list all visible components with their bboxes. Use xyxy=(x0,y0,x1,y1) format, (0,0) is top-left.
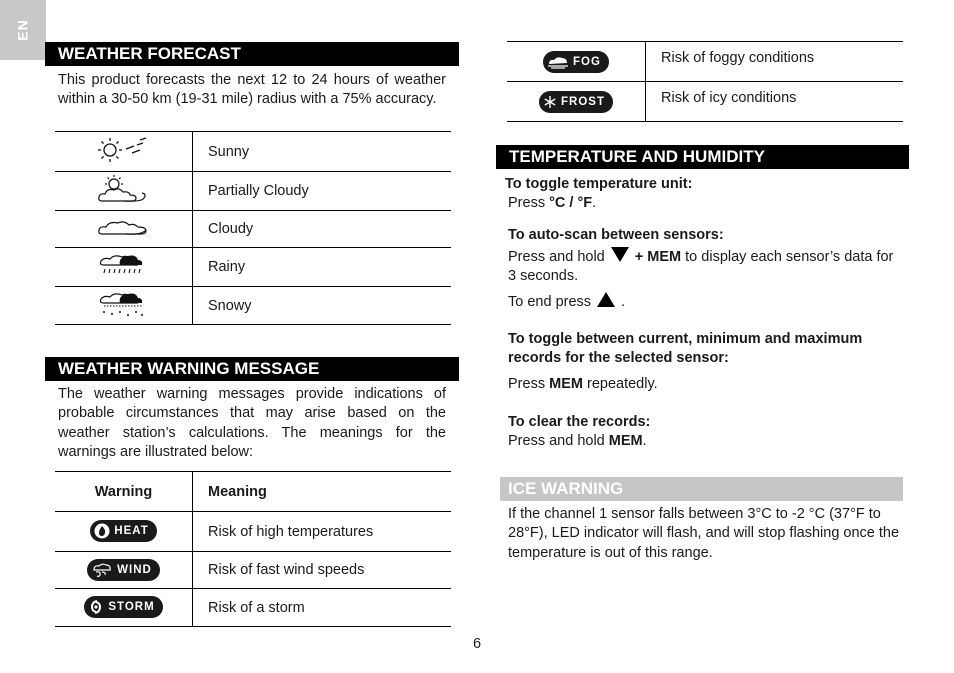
warning-meaning: Risk of foggy conditions xyxy=(646,42,904,82)
warning-row xyxy=(55,512,451,552)
forecast-intro: This product forecasts the next 12 to 24 hours of weather within a 30-50 km (19-31 mile) radius with a 75% accuracy. xyxy=(58,72,446,108)
snowy-icon xyxy=(55,287,193,325)
forecast-label: Cloudy xyxy=(193,211,452,248)
unit-heading: To toggle temperature unit: xyxy=(505,176,693,192)
fog-badge: FOG xyxy=(543,51,609,73)
cloudy-icon xyxy=(55,211,193,248)
warning-table xyxy=(55,471,451,627)
rainy-icon xyxy=(55,248,193,287)
forecast-row xyxy=(55,248,451,287)
frost-badge: FROST xyxy=(539,91,613,113)
forecast-table xyxy=(55,131,451,325)
col-warning-header: Warning xyxy=(55,472,193,512)
clear-heading: To clear the records: xyxy=(508,414,651,430)
sunny-icon xyxy=(55,132,193,172)
warning-row xyxy=(55,552,451,589)
warning-intro: The weather warning messages provide indications of probable circumstances that may arise based on the weather station’s calculations. The meanings for the warnings are illustrated below: xyxy=(58,386,446,461)
unit-instruction: Press °C / °F. xyxy=(508,195,597,211)
scan-instruction: Press and hold + MEM to display each sensor’s data for 3 seconds. xyxy=(508,249,894,285)
scan-end-instruction: To end press . xyxy=(508,294,626,310)
warning-row xyxy=(55,589,451,627)
forecast-label: Sunny xyxy=(193,132,452,172)
forecast-label: Partially Cloudy xyxy=(193,172,452,211)
fog-icon xyxy=(547,55,569,69)
heat-icon xyxy=(94,523,110,539)
scan-heading: To auto-scan between sensors: xyxy=(508,227,724,243)
storm-icon xyxy=(88,599,104,615)
page-number: 6 xyxy=(472,636,482,652)
forecast-row xyxy=(55,172,451,211)
warning-header-row xyxy=(55,472,451,512)
partly-cloudy-icon xyxy=(55,172,193,211)
frost-icon xyxy=(543,95,557,109)
forecast-row xyxy=(55,287,451,325)
forecast-label: Rainy xyxy=(193,248,452,287)
weather-warning-heading: WEATHER WARNING MESSAGE xyxy=(45,357,459,381)
toggle-instruction: Press MEM repeatedly. xyxy=(508,376,658,392)
ice-warning-text: If the channel 1 sensor falls between 3°C to -2 °C (37°F to 28°F), LED indicator will flash, and will stop flashing once the temperature is out of this range. xyxy=(508,506,900,561)
toggle-heading: To toggle between current, minimum and maximum records for the selected sensor: xyxy=(508,331,863,367)
warning-meaning: Risk of icy conditions xyxy=(646,82,904,122)
warning-row xyxy=(507,42,903,82)
wind-badge: WIND xyxy=(87,559,160,581)
warning-meaning: Risk of a storm xyxy=(193,589,452,627)
forecast-row xyxy=(55,211,451,248)
warning-meaning: Risk of fast wind speeds xyxy=(193,552,452,589)
weather-forecast-heading: WEATHER FORECAST xyxy=(45,42,459,66)
up-arrow-icon xyxy=(597,292,615,307)
ice-warning-heading: ICE WARNING xyxy=(500,477,903,501)
down-arrow-icon xyxy=(611,247,629,262)
temperature-humidity-heading: TEMPERATURE AND HUMIDITY xyxy=(496,145,909,169)
heat-badge: HEAT xyxy=(90,520,156,542)
forecast-row xyxy=(55,132,451,172)
col-meaning-header: Meaning xyxy=(193,472,452,512)
clear-instruction: Press and hold MEM. xyxy=(508,433,647,449)
warning-table-continued xyxy=(507,41,903,122)
language-tab: EN xyxy=(0,0,46,60)
storm-badge: STORM xyxy=(84,596,162,618)
wind-icon xyxy=(91,562,113,578)
warning-row xyxy=(507,82,903,122)
warning-meaning: Risk of high temperatures xyxy=(193,512,452,552)
forecast-label: Snowy xyxy=(193,287,452,325)
